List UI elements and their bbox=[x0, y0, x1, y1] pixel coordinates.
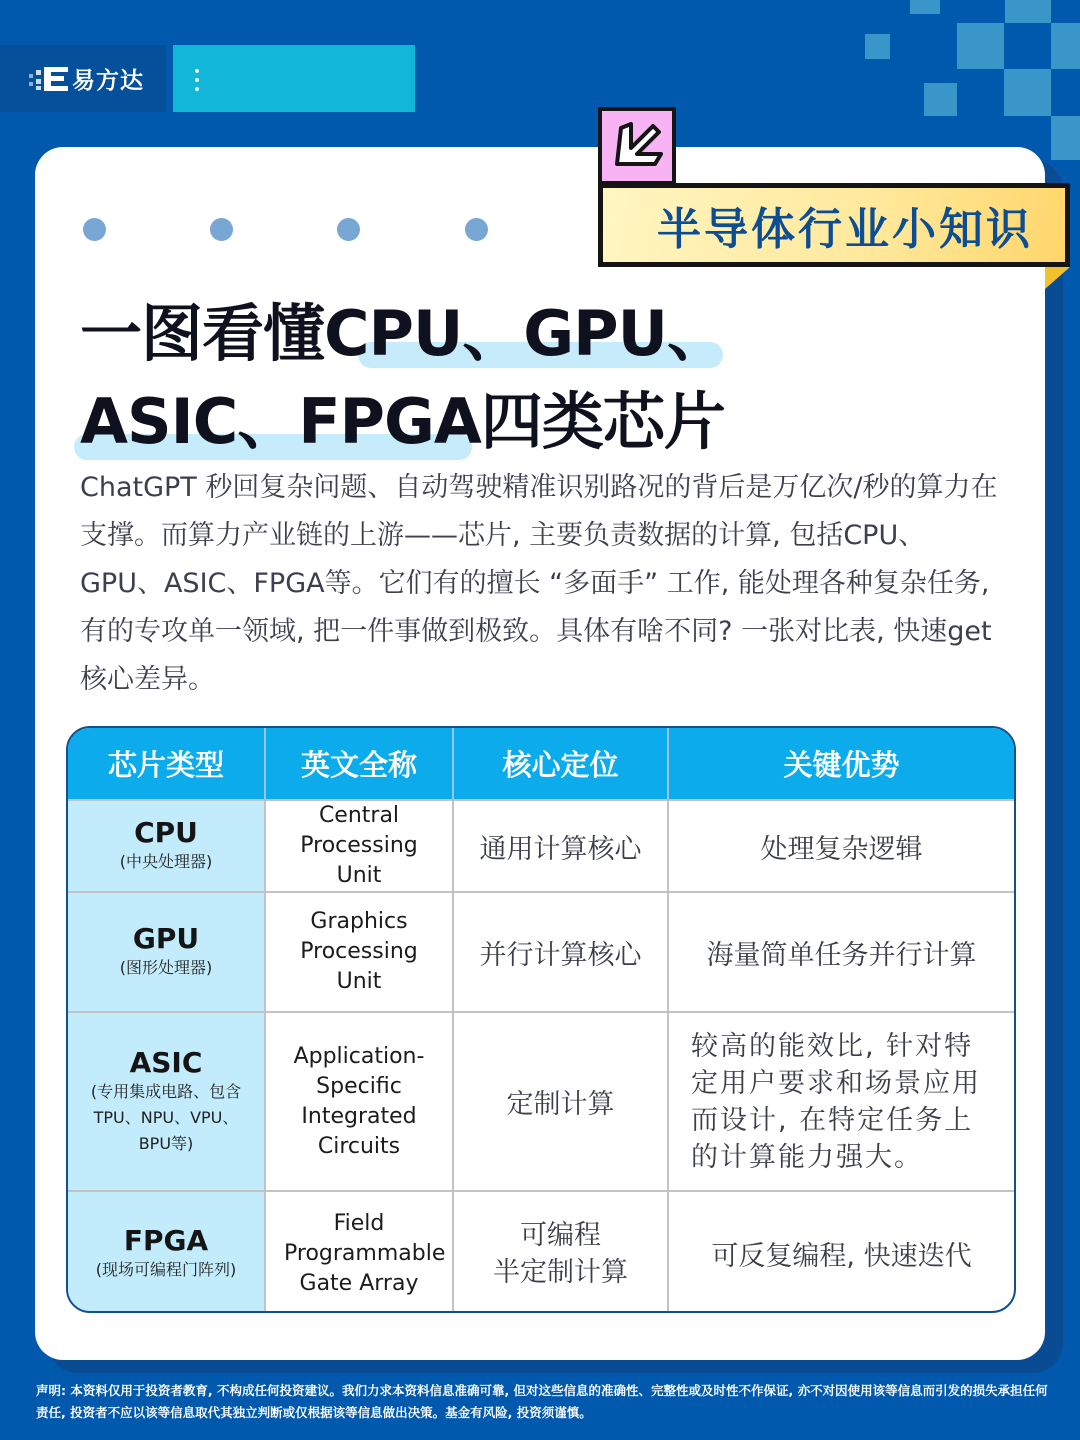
decorative-square bbox=[910, 0, 940, 14]
page-title bbox=[80, 290, 1040, 466]
decorative-square bbox=[1051, 116, 1080, 160]
decorative-dot bbox=[337, 218, 360, 241]
chip-cn-name: (专用集成电路、包含TPU、NPU、VPU、BPU等) bbox=[90, 1081, 242, 1153]
core-position-line-1: 可编程 bbox=[520, 1219, 601, 1251]
core-position-line-2: 半定制计算 bbox=[493, 1256, 628, 1288]
arrow-down-left-icon bbox=[598, 107, 676, 185]
decorative-square bbox=[924, 83, 957, 116]
topic-banner bbox=[598, 183, 1070, 267]
decorative-dot bbox=[210, 218, 233, 241]
english-name-cell: Field Programmable Gate Array bbox=[265, 1191, 453, 1313]
table-row bbox=[68, 800, 1014, 892]
banner-fold bbox=[1045, 267, 1070, 289]
chip-abbr: ASIC bbox=[129, 1045, 203, 1079]
chip-abbr: CPU bbox=[134, 816, 198, 849]
decorative-square bbox=[865, 34, 890, 59]
logo-text: 易方达 bbox=[72, 68, 144, 94]
decorative-square bbox=[957, 23, 1004, 69]
core-position-cell bbox=[453, 1191, 668, 1313]
chip-abbr: FPGA bbox=[123, 1223, 209, 1257]
header-english-name: 英文全称 bbox=[265, 728, 453, 800]
decorative-dot bbox=[465, 218, 488, 241]
decorative-square bbox=[1004, 69, 1051, 116]
logo-mark-icon bbox=[26, 67, 68, 91]
dots-icon bbox=[195, 69, 199, 96]
english-name-cell: Central Processing Unit bbox=[265, 800, 453, 892]
core-position-cell: 并行计算核心 bbox=[453, 892, 668, 1012]
intro-paragraph: ChatGPT 秒回复杂问题、自动驾驶精准识别路况的背后是万亿次/秒的算力在支撑。而算力产业链的上游——芯片, 主要负责数据的计算, 包括CPU、GPU、ASIC、FPGA等。它们有的擅长 “多面手” 工作, 能处理各种复杂任务, 有的专攻单一领域, 把一件事做到极致。具体有啥不同? 一张对比表, 快速get核心差异。 bbox=[80, 472, 998, 695]
header-accent-bar bbox=[173, 45, 415, 112]
banner-label: 半导体行业小知识 bbox=[657, 204, 1033, 255]
comparison-table bbox=[66, 726, 1016, 1313]
chip-cn-name: (图形处理器) bbox=[119, 958, 213, 977]
decorative-square bbox=[1005, 0, 1051, 23]
header-chip-type: 芯片类型 bbox=[68, 728, 265, 800]
table-header-row bbox=[68, 728, 1014, 800]
core-position-cell: 通用计算核心 bbox=[453, 800, 668, 892]
english-name-cell: Graphics Processing Unit bbox=[265, 892, 453, 1012]
key-advantage-cell: 处理复杂逻辑 bbox=[668, 800, 1014, 892]
chip-type-cell bbox=[68, 892, 265, 1012]
core-position-cell: 定制计算 bbox=[453, 1012, 668, 1191]
chip-type-cell bbox=[68, 1012, 265, 1191]
chip-type-cell bbox=[68, 800, 265, 892]
key-advantage-cell: 海量简单任务并行计算 bbox=[668, 892, 1014, 1012]
chip-cn-name: (现场可编程门阵列) bbox=[95, 1259, 237, 1279]
key-advantage-cell: 较高的能效比, 针对特定用户要求和场景应用而设计, 在特定任务上的计算能力强大。 bbox=[668, 1012, 1014, 1191]
brand-logo bbox=[0, 45, 166, 112]
title-line-2: ASIC、FPGA四类芯片 bbox=[80, 385, 725, 458]
table-row bbox=[68, 1012, 1014, 1191]
chip-abbr: GPU bbox=[132, 922, 200, 955]
table-row bbox=[68, 1191, 1014, 1313]
header-key-advantage: 关键优势 bbox=[668, 728, 1014, 800]
chip-type-cell bbox=[68, 1191, 265, 1313]
key-advantage-cell: 可反复编程, 快速迭代 bbox=[668, 1191, 1014, 1313]
header-core-position: 核心定位 bbox=[453, 728, 668, 800]
chip-cn-name: (中央处理器) bbox=[119, 852, 213, 871]
table-row bbox=[68, 892, 1014, 1012]
decorative-square bbox=[1051, 23, 1080, 69]
decorative-dot bbox=[83, 218, 106, 241]
disclaimer-text: 声明: 本资料仅用于投资者教育, 不构成任何投资建议。我们力求本资料信息准确可靠, 但对这些信息的准确性、完整性或及时性不作保证, 亦不对因使用该等信息而引发的损失承担任何责任, 投资者不应以该等信息取代其独立判断或仅根据该等信息做出决策。基金有风险, 投资须谨慎。 bbox=[36, 1383, 1048, 1420]
title-line-1: 一图看懂CPU、GPU、 bbox=[80, 297, 728, 370]
english-name-cell: Application-Specific Integrated Circuits bbox=[265, 1012, 453, 1191]
